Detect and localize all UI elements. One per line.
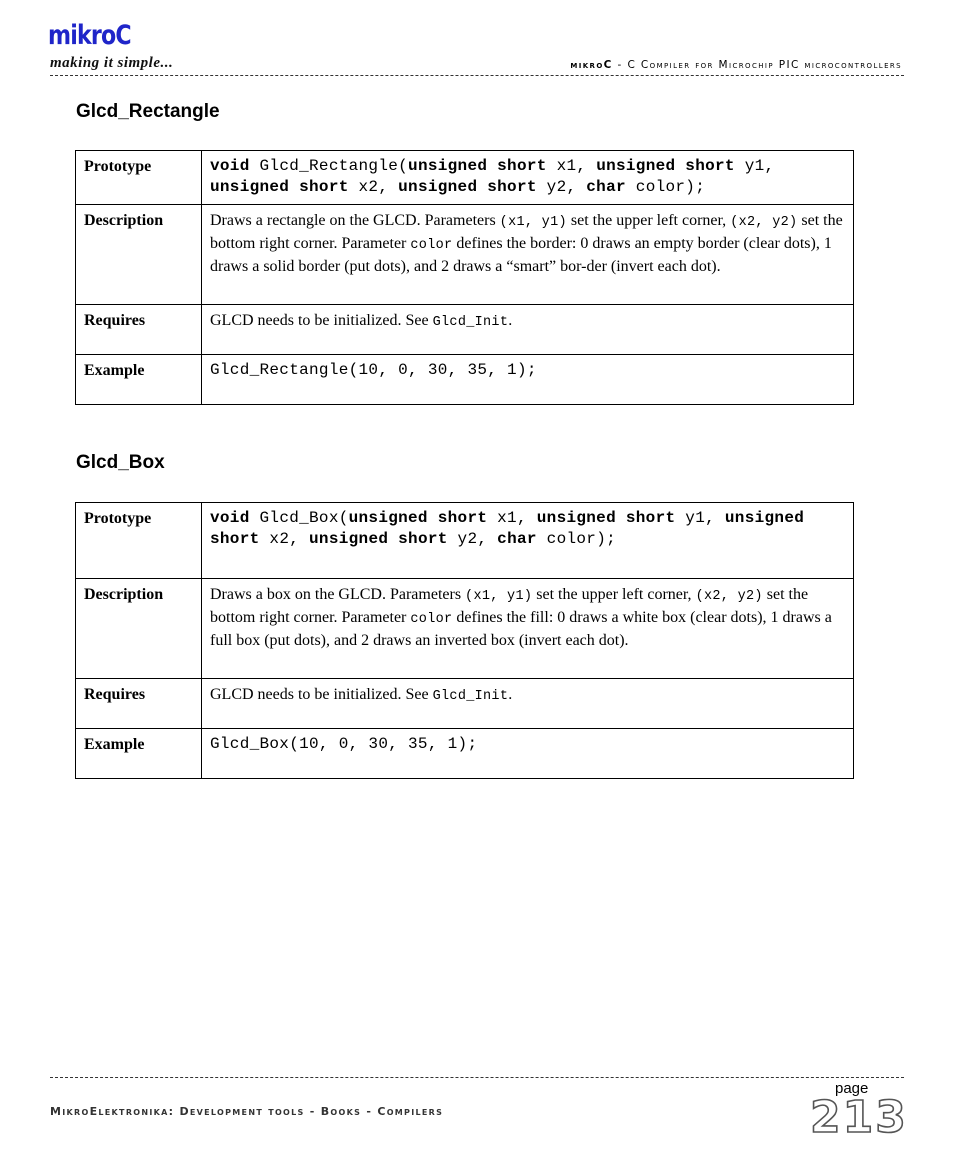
text-run: x2, [348, 178, 399, 196]
code-keyword: unsigned short [210, 178, 349, 196]
text-run: x2, [259, 530, 310, 548]
prototype-code [202, 503, 854, 579]
code-keyword: unsigned short [536, 509, 676, 527]
footer-divider [50, 1077, 904, 1078]
mikroc-logo: mikroC [48, 20, 131, 51]
code-keyword: short [210, 530, 260, 548]
description-label: Description [76, 205, 202, 305]
prototype-line-2 [210, 177, 845, 198]
inline-code: (x2, y2) [695, 589, 763, 604]
prototype-line-1 [210, 508, 845, 529]
description-row [76, 579, 854, 679]
text-run: y2, [536, 178, 587, 196]
code-keyword: unsigned [724, 509, 805, 527]
page-number: 213 [810, 1092, 908, 1143]
inline-code: color [410, 612, 453, 627]
requires-text [202, 679, 854, 729]
description-text [202, 205, 854, 305]
prototype-row [76, 151, 854, 205]
prototype-label: Prototype [76, 151, 202, 205]
requires-row [76, 305, 854, 355]
code-keyword: void [210, 509, 250, 527]
requires-sentence: GLCD needs to be initialized. See [210, 686, 433, 703]
text-run: set the bottom right corner. Parameter [210, 212, 843, 252]
glcd-init-reference: Glcd_Init [432, 689, 509, 704]
glcd-box-table [75, 502, 854, 779]
glcd-rectangle-table [75, 150, 854, 405]
tagline: making it simple... [50, 55, 174, 71]
text-run: x1, [487, 509, 537, 527]
text-run: Glcd_Box( [249, 509, 349, 527]
inline-code: (x2, y2) [730, 215, 798, 230]
example-code: Glcd_Box(10, 0, 30, 35, 1); [202, 729, 854, 779]
prototype-line-1 [210, 156, 845, 177]
example-label: Example [76, 729, 202, 779]
requires-row [76, 679, 854, 729]
requires-label: Requires [76, 305, 202, 355]
page-label: page [835, 1080, 869, 1097]
prototype-code [202, 151, 854, 205]
requires-period: . [508, 312, 513, 329]
text-run: Draws a rectangle on the GLCD. Parameters [210, 212, 500, 229]
requires-label: Requires [76, 679, 202, 729]
code-keyword: void [210, 157, 250, 175]
example-row [76, 355, 854, 405]
code-keyword: char [497, 530, 537, 548]
inline-code: (x1, y1) [465, 589, 533, 604]
text-run: set the upper left corner, [566, 212, 731, 229]
header-title-rest: - C Compiler for Microchip PIC microcontrollers [612, 59, 902, 71]
code-keyword: unsigned short [596, 157, 735, 175]
header-title-brand: mikroC [570, 59, 613, 71]
code-keyword: unsigned short [398, 178, 537, 196]
example-row [76, 729, 854, 779]
footer-publisher: MikroElektronika: Development tools - Books - Compilers [50, 1105, 444, 1118]
text-run: Glcd_Rectangle( [249, 157, 409, 175]
code-keyword: char [586, 178, 626, 196]
code-keyword: unsigned short [348, 509, 488, 527]
text-run: defines the border: 0 draws an empty border (clear dots), 1 draws a solid border (put dots), and 2 draws a “smart” bor-der (invert each dot). [210, 235, 832, 275]
description-text [202, 579, 854, 679]
text-run: y1, [734, 157, 775, 175]
requires-period: . [508, 686, 513, 703]
text-run: set the upper left corner, [532, 586, 696, 603]
inline-code: color [410, 238, 453, 253]
example-label: Example [76, 355, 202, 405]
prototype-row [76, 503, 854, 579]
section-heading-glcd-rectangle: Glcd_Rectangle [76, 101, 220, 122]
header-divider [50, 75, 904, 76]
header-title [570, 59, 902, 71]
requires-sentence: GLCD needs to be initialized. See [210, 312, 433, 329]
text-run: Draws a box on the GLCD. Parameters [210, 586, 466, 603]
text-run: x1, [546, 157, 597, 175]
prototype-label: Prototype [76, 503, 202, 579]
description-label: Description [76, 579, 202, 679]
glcd-init-reference: Glcd_Init [432, 315, 509, 330]
code-keyword: unsigned short [408, 157, 547, 175]
code-keyword: unsigned short [309, 530, 448, 548]
description-row [76, 205, 854, 305]
inline-code: (x1, y1) [499, 215, 567, 230]
text-run: y2, [447, 530, 498, 548]
prototype-line-2 [210, 529, 845, 550]
text-run: set the bottom right corner. Parameter [210, 586, 809, 626]
text-run: color); [625, 178, 706, 196]
text-run: y1, [675, 509, 725, 527]
example-code: Glcd_Rectangle(10, 0, 30, 35, 1); [202, 355, 854, 405]
text-run: color); [536, 530, 616, 548]
text-run: defines the fill: 0 draws a white box (clear dots), 1 draws a full box (put dots), and 2 draws an inverted box (invert each dot). [210, 609, 832, 649]
section-heading-glcd-box: Glcd_Box [76, 452, 165, 473]
requires-text [202, 305, 854, 355]
